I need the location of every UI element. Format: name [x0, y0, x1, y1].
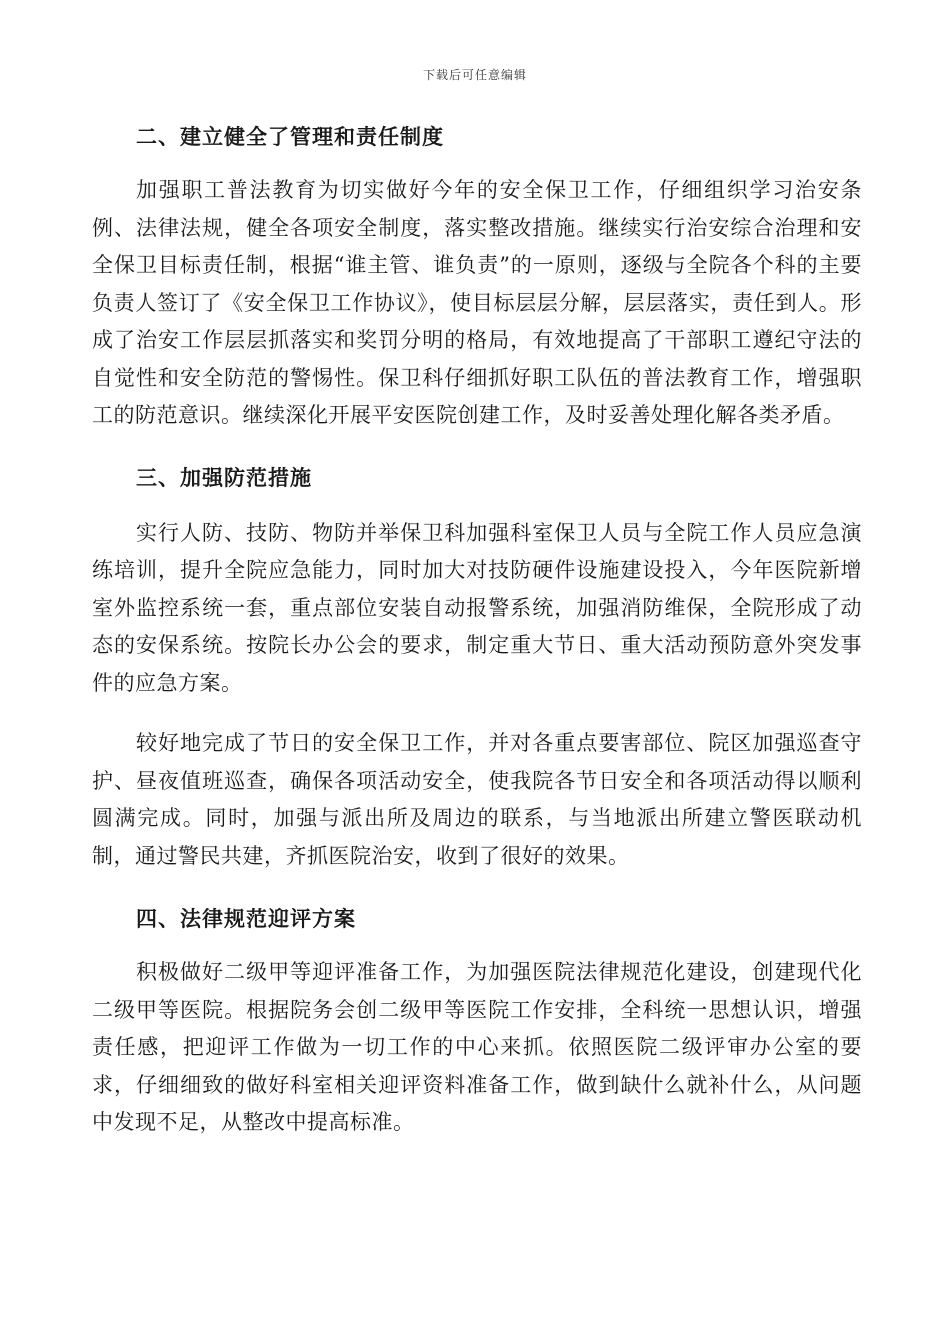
- page-header-note: 下载后可任意编辑: [422, 68, 527, 82]
- section-heading-4: 四、法律规范迎评方案: [136, 906, 356, 931]
- section-heading-3: 三、加强防范措施: [136, 464, 312, 490]
- section-heading-2: 二、建立健全了管理和责任制度: [136, 124, 444, 149]
- section-4-paragraph-1: 积极做好二级甲等迎评准备工作，为加强医院法律规范化建设，创建现代化二级甲等医院。根据院务会创二级甲等医院工作安排，全科统一思想认识，增强责任感，把迎评工作做为一切工作的中心来抓。依照医院二级评审办公室的要求，仔细细致的做好科室相关迎评资料准备工作，做到缺什么就补什么，从问题中发现不足，从整改中提高标准。: [92, 960, 862, 1134]
- section-3-paragraph-2: 较好地完成了节日的安全保卫工作，并对各重点要害部位、院区加强巡查守护、昼夜值班巡查，确保各项活动安全，使我院各节日安全和各项活动得以顺利圆满完成。同时，加强与派出所及周边的联系，与当地派出所建立警医联动机制，通过警民共建，齐抓医院治安，收到了很好的效果。: [92, 731, 862, 868]
- section-2-paragraph-1: 加强职工普法教育为切实做好今年的安全保卫工作，仔细组织学习治安条例、法律法规，健全各项安全制度，落实整改措施。继续实行治安综合治理和安全保卫目标责任制，根据“谁主管、谁负责”的一原则，逐级与全院各个科的主要负责人签订了《安全保卫工作协议》，使目标层层分解，层层落实，责任到人。形成了治安工作层层抓落实和奖罚分明的格局，有效地提高了干部职工遵纪守法的自觉性和安全防范的警惕性。保卫科仔细抓好职工队伍的普法教育工作，增强职工的防范意识。继续深化开展平安医院创建工作，及时妥善处理化解各类矛盾。: [92, 178, 862, 427]
- section-3-paragraph-1: 实行人防、技防、物防并举保卫科加强科室保卫人员与全院工作人员应急演练培训，提升全院应急能力，同时加大对技防硬件设施建设投入，今年医院新增室外监控系统一套，重点部位安装自动报警系统，加强消防维保，全院形成了动态的安保系统。按院长办公会的要求，制定重大节日、重大活动预防意外突发事件的应急方案。: [92, 520, 862, 695]
- document-body: [92, 114, 862, 1142]
